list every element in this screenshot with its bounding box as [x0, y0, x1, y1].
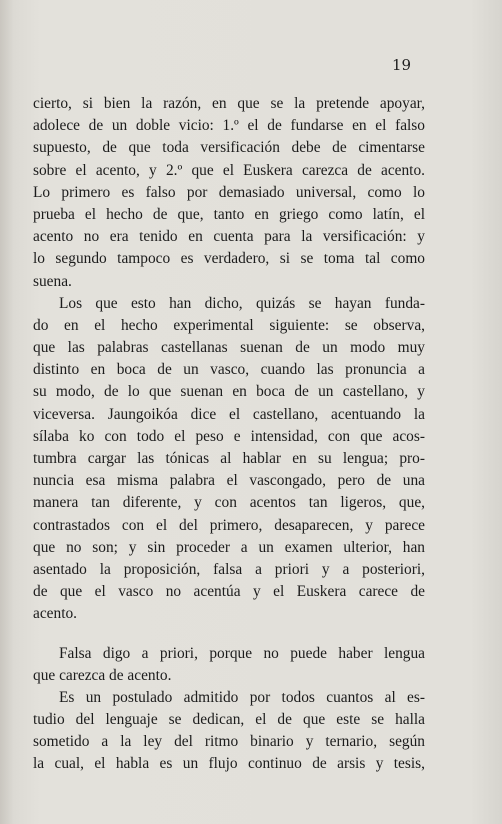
- paragraph-gap: [33, 626, 425, 643]
- text-line: tudio del lenguaje se dedican, el de que este se halla: [33, 711, 425, 729]
- text-line: lo segundo tampoco es verdadero, si se toma tal como: [33, 250, 425, 268]
- text-line: que las palabras castellanas suenan de un modo muy: [33, 339, 425, 357]
- text-line: manera tan diferente, y con acentos tan ligeros, que,: [33, 494, 425, 512]
- text-line: Lo primero es falso por demasiado universal, como lo: [33, 183, 425, 201]
- body-text: [33, 93, 425, 776]
- text-line: do en el hecho experimental siguiente: se observa,: [33, 316, 425, 334]
- text-line: supuesto, de que toda versificación debe de cimentarse: [33, 139, 425, 157]
- text-line: prueba el hecho de que, tanto en griego como latín, el: [33, 205, 425, 223]
- text-line: cierto, si bien la razón, en que se la pretende apoyar,: [33, 95, 425, 112]
- text-line: contrastados con el del primero, desaparecen, y parece: [33, 516, 425, 534]
- text-line: sometido a la ley del ritmo binario y ternario, según: [33, 733, 425, 751]
- text-line: suena.: [33, 272, 72, 290]
- text-line: Falsa digo a priori, porque no puede haber lengua: [59, 644, 425, 662]
- text-line: acento.: [33, 605, 78, 623]
- text-line: de que el vasco no acentúa y el Euskera carece de: [33, 583, 425, 601]
- text-line: su modo, de lo que suenan en boca de un castellano, y: [33, 383, 425, 401]
- text-line: que no son; y sin proceder a un examen ulterior, han: [33, 538, 425, 556]
- text-line: nuncia esa misma palabra el vascongado, pero de una: [33, 472, 425, 490]
- page-number: 19: [392, 56, 412, 74]
- text-line: asentado la proposición, falsa a priori y a posteriori,: [33, 560, 425, 578]
- text-line: Los que esto han dicho, quizás se hayan funda-: [59, 294, 425, 312]
- text-line: sobre el acento, y 2.º que el Euskera carezca de acento.: [33, 161, 425, 179]
- text-line: distinto en boca de un vasco, cuando las pronuncia a: [33, 361, 425, 379]
- text-line: acento no era tenido en cuenta para la versificación: y: [33, 228, 425, 246]
- text-line: que carezca de acento.: [33, 666, 172, 684]
- text-line: Es un postulado admitido por todos cuantos al es-: [59, 688, 425, 706]
- text-line: adolece de un doble vicio: 1.º el de fundarse en el falso: [33, 117, 425, 135]
- text-line: tumbra cargar las tónicas al hablar en su lengua; pro-: [33, 450, 425, 467]
- text-line: viceversa. Jaungoikóa dice el castellano, acentuando la: [33, 405, 425, 423]
- text-line: sílaba ko con todo el peso e intensidad, con que acos-: [33, 427, 425, 445]
- text-line: la cual, el habla es un flujo continuo de arsis y tesis,: [33, 755, 425, 773]
